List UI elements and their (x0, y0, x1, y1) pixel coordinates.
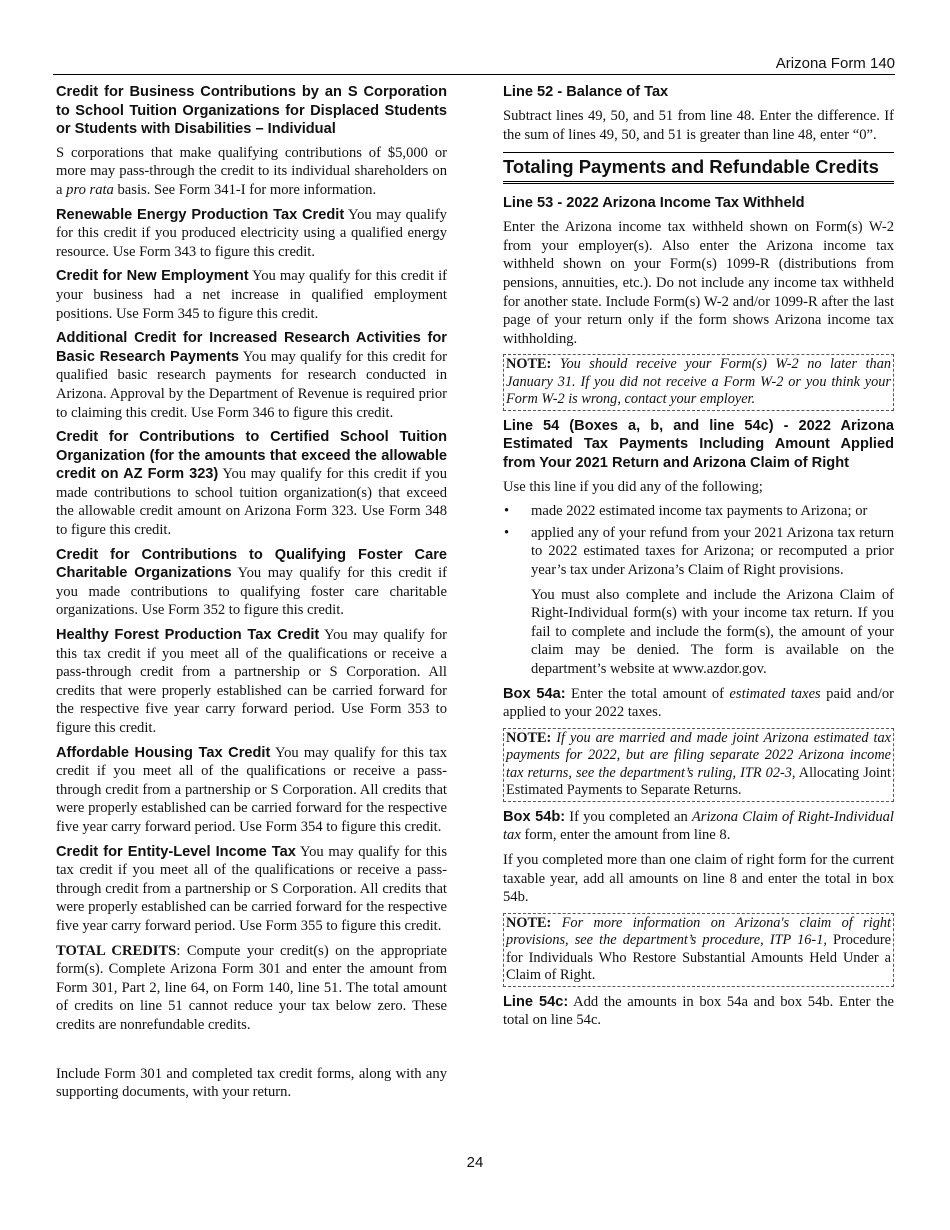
left-column (56, 83, 447, 1108)
research-credit: Additional Credit for Increased Research Activities for Basic Research Payments You may qualify for this credit for qualified basic research payments for research conducted in Arizona. Approval by the Department of Revenue is required prior to claiming this credit. Use Form 346 to figure this credit. (56, 330, 447, 421)
section-title: Totaling Payments and Refundable Credits (503, 152, 894, 184)
new-employment-heading: Credit for New Employment (56, 268, 249, 285)
line-53-heading: Line 53 - 2022 Arizona Income Tax Withheld (503, 195, 805, 212)
renewable-energy-credit: Renewable Energy Production Tax Credit You may qualify for this credit if you produced electricity using a qualified energy resource. Use Form 343 to figure this credit. (56, 206, 447, 260)
entity-level-heading: Credit for Entity-Level Income Tax (56, 843, 296, 860)
s-corp-credit-text: S corporations that make qualifying contributions of $5,000 or more may pass-through the credit to its individual shareholders on a pro rata basis. See Form 341-I for more information. (56, 144, 447, 198)
healthy-forest-heading: Healthy Forest Production Tax Credit (56, 627, 320, 644)
line-53-note: NOTE: You should receive your Form(s) W-2 no later than January 31. If you did not receive a Form W-2 or you think your Form W-2 is wrong, contact your employer. (503, 354, 894, 411)
line-52-text: Subtract lines 49, 50, and 51 from line 48. Enter the difference. If the sum of lines 49, 50, and 51 is greater than line 48, enter “0”. (503, 108, 894, 143)
foster-care-heading: Credit for Contributions to Qualifying Foster Care Charitable Organizations (56, 546, 447, 582)
new-employment-credit: Credit for New Employment You may qualify for this credit if your business had a net increase in qualified employment positions. Use Form 345 to figure this credit. (56, 268, 447, 322)
form-header (53, 55, 895, 75)
line-54-heading: Line 54 (Boxes a, b, and line 54c) - 2022 Arizona Estimated Tax Payments Including Amount Applied from Your 2021 Return and Arizona Claim of Right (503, 417, 894, 472)
line-54-list (503, 502, 894, 579)
form-title: Arizona Form 140 (775, 55, 895, 72)
line-54-intro: Use this line if you did any of the following; (503, 478, 763, 495)
box-54b-note: NOTE: For more information on Arizona's claim of right provisions, see the department’s procedure, ITP 16-1, Procedure for Individuals Who Restore Substantial Amounts Held Under a Claim of Right. (503, 913, 894, 987)
right-column (503, 83, 894, 1036)
total-credits: TOTAL CREDITS: Compute your credit(s) on the appropriate form(s). Complete Arizona Form 301 and enter the amount from Form 301, Part 2, line 64, on Form 140, line 51. The total amount of credits on line 51 cannot reduce your tax below zero. These credits are nonrefundable credits. (56, 942, 447, 1033)
entity-level-credit: Credit for Entity-Level Income Tax You may qualify for this tax credit if you meet all of the qualifications or receive a pass-through credit from a partnership or S Corporation. All credits that were properly established can be carried forward for the respective five year carry forward period. Use Form 355 to figure this credit. (56, 843, 448, 934)
claim-of-right-text: You must also complete and include the Arizona Claim of Right-Individual form(s) with your income tax return. If you fail to complete and include the form(s), the amount of your claim may be denied. The form is available on the department’s website at www.azdor.gov. (531, 586, 894, 677)
line-52-heading: Line 52 - Balance of Tax (503, 84, 669, 100)
line-54c-label: Line 54c: (503, 993, 569, 1010)
page-number: 24 (466, 1154, 484, 1171)
box-54a-text: Box 54a: Enter the total amount of estimated taxes paid and/or applied to your 2022 taxes. (503, 685, 894, 721)
box-54b-label: Box 54b: (503, 808, 566, 825)
list-item: • applied any of your refund from your 2021 Arizona tax return to 2022 estimated taxes for Arizona; or recomputed a prior year’s tax under Arizona’s Claim of Right provisions. (503, 524, 894, 580)
box-54a-label: Box 54a: (503, 685, 566, 702)
school-tuition-heading: Credit for Contributions to Certified School Tuition Organization (for the amounts that exceed the allowable credit on AZ Form 323) (56, 429, 447, 483)
affordable-housing-credit: Affordable Housing Tax Credit You may qualify for this tax credit if you meet all of the qualifications or receive a pass-through credit from a partnership or S Corporation. All credits that were properly established can be carried forward for the respective five year carry forward period. Use Form 354 to figure this credit. (56, 744, 447, 835)
affordable-housing-heading: Affordable Housing Tax Credit (56, 744, 271, 761)
box-54a-note: NOTE: If you are married and made joint Arizona estimated tax payments for 2022, but are filing separate 2022 Arizona income tax returns, see the department’s ruling, ITR 02-3, Allocating Joint Estimated Payments to Separate Returns. (503, 728, 894, 802)
foster-care-credit: Credit for Contributions to Qualifying Foster Care Charitable Organizations You may qualify for this credit if you made contributions to qualifying foster care charitable organizations. Use Form 352 to figure this credit. (56, 546, 447, 619)
school-tuition-credit: Credit for Contributions to Certified School Tuition Organization (for the amounts that exceed the allowable credit on AZ Form 323) You may qualify for this credit if you made contributions to school tuition organization(s) that exceed the allowable credit amount on Arizona Form 323. Use Form 348 to figure this credit. (56, 429, 447, 539)
line-54c-text: Line 54c: Add the amounts in box 54a and box 54b. Enter the total on line 54c. (503, 993, 894, 1029)
box-54b-text: Box 54b: If you completed an Arizona Claim of Right-Individual tax form, enter the amount from line 8. (503, 808, 894, 844)
renewable-energy-heading: Renewable Energy Production Tax Credit (56, 206, 345, 223)
s-corp-credit-heading: Credit for Business Contributions by an S Corporation to School Tuition Organizations for Displaced Students or Students with Disabilities – Individual (56, 84, 447, 138)
line-53-text: Enter the Arizona income tax withheld shown on Form(s) W-2 from your employer(s). Also enter the Arizona income tax withheld shown on your Form(s) 1099-R (distributions from pensions, annuities, etc.). Do not include any income tax withheld for another state. Include Form(s) W-2 and/or 1099-R after the last page of your return only if the form shows Arizona income tax withholding. (503, 219, 894, 347)
total-credits-heading: TOTAL CREDITS (56, 942, 177, 959)
list-item: • made 2022 estimated income tax payments to Arizona; or (503, 502, 894, 521)
box-54b-text-2: If you completed more than one claim of right form for the current taxable year, add all amounts on line 8 and enter the total in box 54b. (503, 851, 894, 906)
healthy-forest-credit: Healthy Forest Production Tax Credit You may qualify for this tax credit if you meet all of the qualifications or receive a pass-through credit from a partnership or S Corporation. All credits that were properly established can be carried forward for the respective five year carry forward period. Use Form 353 to figure this credit. (56, 627, 448, 736)
include-forms-text: Include Form 301 and completed tax credit forms, along with any supporting documents, with your return. (56, 1065, 447, 1101)
research-credit-heading: Additional Credit for Increased Research Activities for Basic Research Payments (56, 330, 447, 365)
